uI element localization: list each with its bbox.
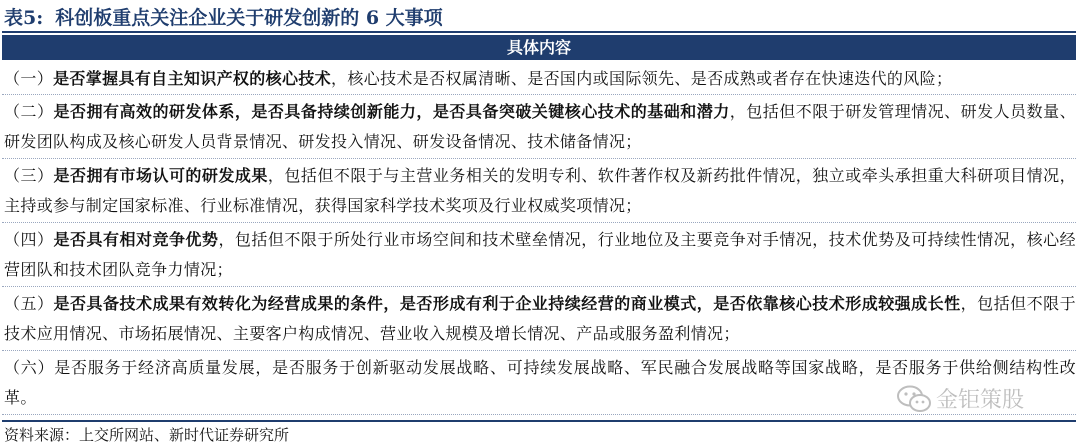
row-prefix: （二）: [4, 102, 54, 121]
table-row: [2, 223, 1076, 287]
table-row: [2, 62, 1076, 95]
row-prefix: （四）: [4, 230, 54, 249]
title-divider: [2, 31, 1076, 33]
row-prefix: （六）: [4, 358, 55, 377]
watermark-text: 金钜策股: [936, 388, 1025, 413]
table-bottom-rule: [2, 420, 1076, 422]
row-bold-text: 是否具备技术成果有效转化为经营成果的条件，是否形成有利于企业持续经营的商业模式，是否依靠核心技术形成较强成长性: [53, 294, 961, 313]
row-text: ，包括但不限于研发管理情况、研发人员数量、研发团队构成及核心研发人员背景情况、研发投入情况、研发设备情况、技术储备情况；: [4, 102, 1076, 151]
row-prefix: （一）: [4, 69, 54, 88]
table-title-label: 表5:: [4, 7, 44, 29]
wechat-icon: [896, 384, 932, 414]
row-text: ，包括但不限于技术应用情况、市场拓展情况、主要客户构成情况、营业收入规模及增长情况、产品或服务盈利情况；: [4, 294, 1076, 343]
row-text: ，包括但不限于与主营业务相关的发明专利、软件著作权及新药批件情况，独立或牵头承担重大科研项目情况，主持或参与制定国家标准、行业标准情况，获得国家科学技术奖项及行业权威奖项情况；: [4, 166, 1076, 215]
row-text: 是否服务于经济高质量发展，是否服务于创新驱动发展战略、可持续发展战略、军民融合发展战略等国家战略，是否服务于供给侧结构性改革。: [4, 358, 1076, 407]
row-bold-text: 是否具有相对竞争优势: [53, 230, 219, 249]
row-bold-text: 是否拥有高效的研发体系，是否具备持续创新能力，是否具备突破关键核心技术的基础和潜力: [53, 102, 730, 121]
table-row: [2, 287, 1076, 351]
row-prefix: （三）: [4, 166, 54, 185]
source-note: 资料来源：上交所网站、新时代证券研究所: [4, 426, 290, 444]
row-prefix: （五）: [4, 294, 54, 313]
table-row: [2, 95, 1076, 159]
table-title-text: 科创板重点关注企业关于研发创新的 6 大事项: [55, 7, 443, 29]
row-text: ，核心技术是否权属清晰、是否国内或国际领先、是否成熟或者存在快速迭代的风险；: [331, 69, 953, 88]
row-bold-text: 是否掌握具有自主知识产权的核心技术: [53, 69, 332, 88]
watermark: [896, 383, 1024, 414]
table-header: 具体内容: [2, 35, 1076, 60]
table-title: [4, 3, 443, 30]
table-row: [2, 159, 1076, 223]
row-text: ，包括但不限于所处行业市场空间和技术壁垒情况，行业地位及主要竞争对手情况，技术优势及可持续性情况，核心经营团队和技术团队竞争力情况；: [4, 230, 1076, 279]
table-body: [2, 62, 1076, 415]
row-bold-text: 是否拥有市场认可的研发成果: [53, 166, 268, 185]
